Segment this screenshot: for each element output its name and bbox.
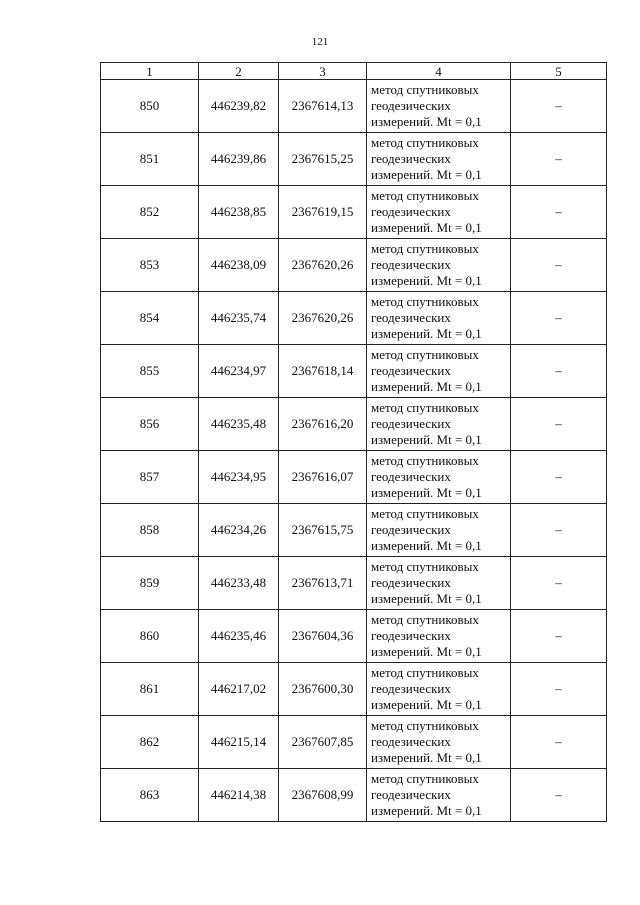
method-line-1: метод спутниковых [371,506,479,521]
point-number-cell: 861 [101,663,199,716]
x-coordinate-cell: 446234,26 [199,504,279,557]
method-cell [367,557,511,610]
method-cell [367,769,511,822]
method-line-3: измерений. Mt = 0,1 [371,432,482,447]
method-line-1: метод спутниковых [371,241,479,256]
table-header [101,63,607,80]
x-coordinate-cell: 446217,02 [199,663,279,716]
method-line-3: измерений. Mt = 0,1 [371,644,482,659]
note-cell: – [511,663,607,716]
method-cell [367,345,511,398]
x-coordinate-cell: 446239,82 [199,80,279,133]
method-cell [367,716,511,769]
note-cell: – [511,133,607,186]
method-line-1: метод спутниковых [371,771,479,786]
x-coordinate-cell: 446215,14 [199,716,279,769]
method-line-2: геодезических [371,628,451,643]
method-line-2: геодезических [371,257,451,272]
y-coordinate-cell: 2367620,26 [279,239,367,292]
table-row [101,239,607,292]
method-line-3: измерений. Mt = 0,1 [371,803,482,818]
point-number-cell: 855 [101,345,199,398]
method-line-3: измерений. Mt = 0,1 [371,326,482,341]
point-number-cell: 852 [101,186,199,239]
method-line-2: геодезических [371,734,451,749]
method-line-1: метод спутниковых [371,188,479,203]
table-row [101,133,607,186]
method-line-3: измерений. Mt = 0,1 [371,538,482,553]
note-cell: – [511,239,607,292]
method-line-1: метод спутниковых [371,612,479,627]
method-cell [367,133,511,186]
method-cell [367,186,511,239]
method-line-1: метод спутниковых [371,453,479,468]
table-row [101,504,607,557]
point-number-cell: 850 [101,80,199,133]
note-cell: – [511,186,607,239]
method-line-2: геодезических [371,522,451,537]
y-coordinate-cell: 2367604,36 [279,610,367,663]
method-cell [367,239,511,292]
header-row [101,63,607,80]
method-cell [367,663,511,716]
method-line-2: геодезических [371,363,451,378]
method-line-1: метод спутниковых [371,665,479,680]
point-number-cell: 858 [101,504,199,557]
y-coordinate-cell: 2367613,71 [279,557,367,610]
table-row [101,398,607,451]
method-line-1: метод спутниковых [371,294,479,309]
table-row [101,451,607,504]
note-cell: – [511,557,607,610]
method-line-1: метод спутниковых [371,82,479,97]
note-cell: – [511,504,607,557]
x-coordinate-cell: 446234,97 [199,345,279,398]
table-row [101,557,607,610]
method-line-1: метод спутниковых [371,347,479,362]
y-coordinate-cell: 2367619,15 [279,186,367,239]
note-cell: – [511,610,607,663]
method-line-1: метод спутниковых [371,559,479,574]
method-line-3: измерений. Mt = 0,1 [371,273,482,288]
method-cell [367,292,511,345]
method-line-1: метод спутниковых [371,718,479,733]
note-cell: – [511,80,607,133]
method-cell [367,80,511,133]
point-number-cell: 851 [101,133,199,186]
y-coordinate-cell: 2367616,07 [279,451,367,504]
method-line-2: геодезических [371,575,451,590]
method-line-1: метод спутниковых [371,400,479,415]
method-line-3: измерений. Mt = 0,1 [371,379,482,394]
method-line-2: геодезических [371,469,451,484]
y-coordinate-cell: 2367616,20 [279,398,367,451]
method-line-3: измерений. Mt = 0,1 [371,750,482,765]
method-cell [367,504,511,557]
note-cell: – [511,716,607,769]
note-cell: – [511,451,607,504]
x-coordinate-cell: 446234,95 [199,451,279,504]
method-line-3: измерений. Mt = 0,1 [371,114,482,129]
point-number-cell: 860 [101,610,199,663]
method-cell [367,398,511,451]
table-row [101,345,607,398]
table-row [101,769,607,822]
method-line-2: геодезических [371,416,451,431]
point-number-cell: 857 [101,451,199,504]
point-number-cell: 863 [101,769,199,822]
y-coordinate-cell: 2367600,30 [279,663,367,716]
x-coordinate-cell: 446238,09 [199,239,279,292]
header-col-5: 5 [511,63,607,80]
x-coordinate-cell: 446214,38 [199,769,279,822]
table-row [101,716,607,769]
point-number-cell: 853 [101,239,199,292]
note-cell: – [511,345,607,398]
y-coordinate-cell: 2367614,13 [279,80,367,133]
point-number-cell: 862 [101,716,199,769]
method-line-3: измерений. Mt = 0,1 [371,697,482,712]
method-line-3: измерений. Mt = 0,1 [371,220,482,235]
method-line-1: метод спутниковых [371,135,479,150]
point-number-cell: 854 [101,292,199,345]
table-row [101,610,607,663]
method-line-2: геодезических [371,204,451,219]
method-line-2: геодезических [371,98,451,113]
header-col-2: 2 [199,63,279,80]
table-row [101,186,607,239]
note-cell: – [511,398,607,451]
method-cell [367,451,511,504]
x-coordinate-cell: 446235,74 [199,292,279,345]
y-coordinate-cell: 2367608,99 [279,769,367,822]
method-line-2: геодезических [371,310,451,325]
header-col-3: 3 [279,63,367,80]
y-coordinate-cell: 2367615,25 [279,133,367,186]
x-coordinate-cell: 446235,46 [199,610,279,663]
note-cell: – [511,769,607,822]
method-line-2: геодезических [371,151,451,166]
table-body [101,80,607,822]
table-row [101,663,607,716]
y-coordinate-cell: 2367615,75 [279,504,367,557]
x-coordinate-cell: 446238,85 [199,186,279,239]
point-number-cell: 859 [101,557,199,610]
page-number: 121 [311,36,329,48]
method-line-2: геодезических [371,787,451,802]
y-coordinate-cell: 2367618,14 [279,345,367,398]
header-col-1: 1 [101,63,199,80]
coordinates-table [100,62,607,822]
method-line-3: измерений. Mt = 0,1 [371,591,482,606]
table-row [101,80,607,133]
method-line-3: измерений. Mt = 0,1 [371,485,482,500]
y-coordinate-cell: 2367607,85 [279,716,367,769]
x-coordinate-cell: 446233,48 [199,557,279,610]
method-line-2: геодезических [371,681,451,696]
header-col-4: 4 [367,63,511,80]
point-number-cell: 856 [101,398,199,451]
x-coordinate-cell: 446239,86 [199,133,279,186]
y-coordinate-cell: 2367620,26 [279,292,367,345]
method-line-3: измерений. Mt = 0,1 [371,167,482,182]
table-row [101,292,607,345]
method-cell [367,610,511,663]
note-cell: – [511,292,607,345]
x-coordinate-cell: 446235,48 [199,398,279,451]
